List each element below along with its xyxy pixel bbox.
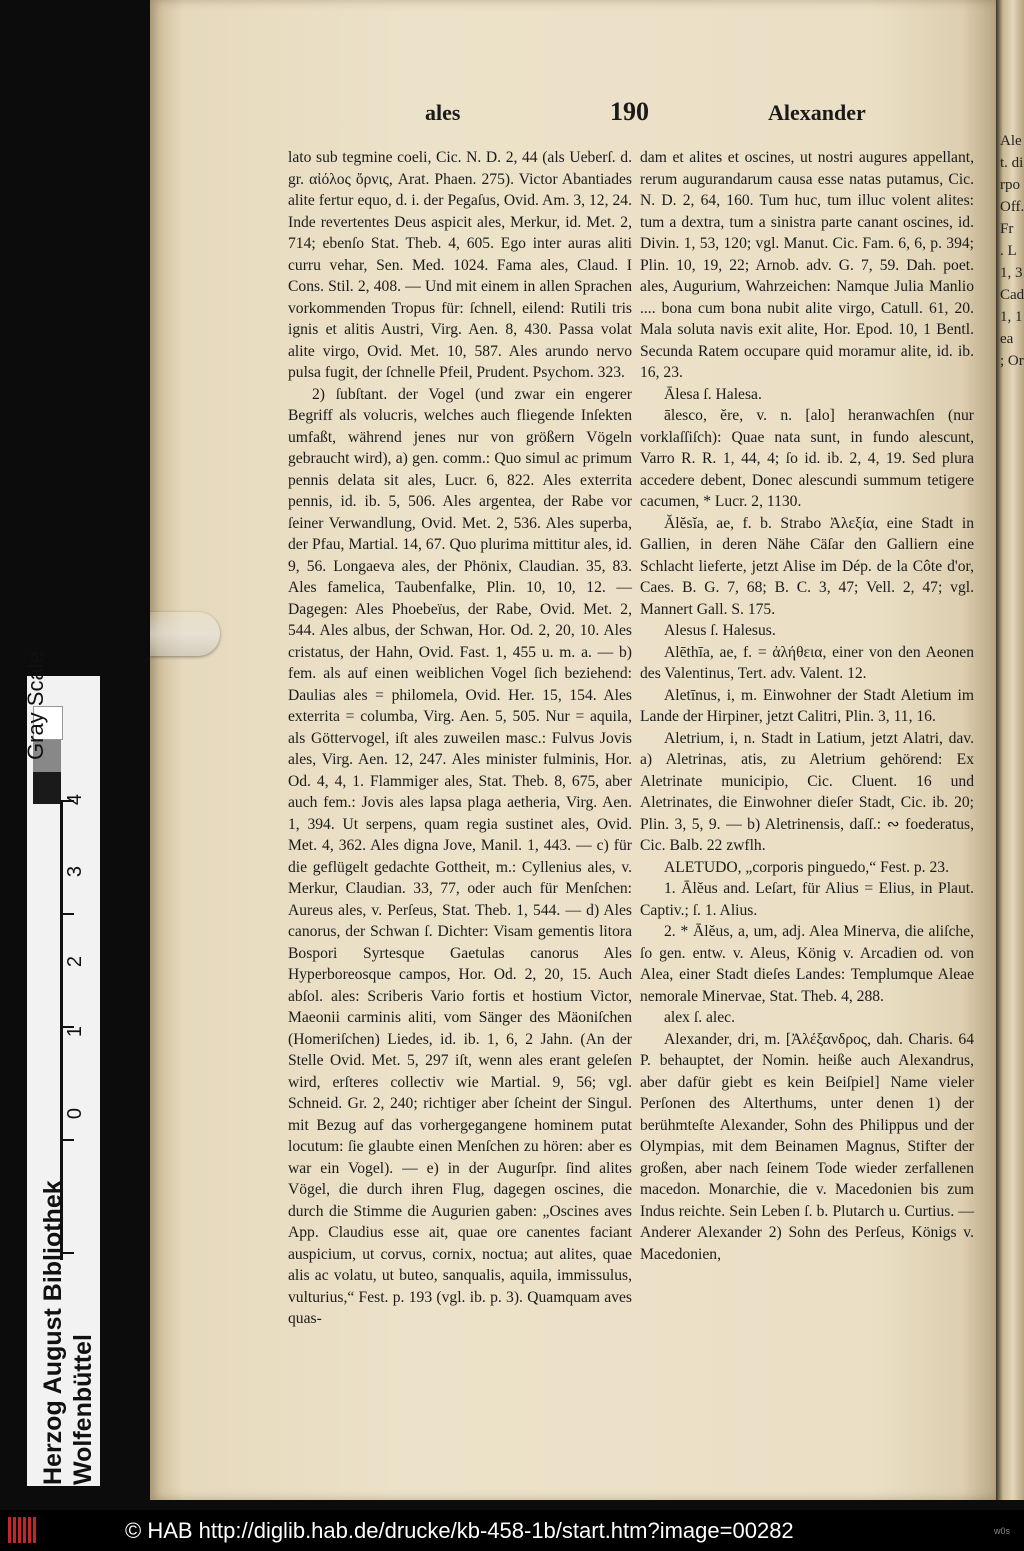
left-column (288, 147, 632, 1330)
page-number: 190 (610, 97, 649, 126)
hab-logo-icon (8, 1517, 38, 1543)
next-page-edge-text: Ale t. di rpo Off. Fr . L 1, 3 Cad 1, 1 ea ; Or (1000, 133, 1024, 369)
gray-scale-label: Gray Scale (23, 651, 48, 760)
ruler-tick (60, 1139, 74, 1141)
entry-paragraph: dam et alites et oscines, ut nostri augures appellant, rerum augurandarum causa esse natas putamus, Cic. N. D. 2, 64, 160. Tum huc, tum illuc volent alites: tum a dextra, tum a sinistra parte canant oscines, id. Divin. 1, 53, 120; vgl. Manut. Cic. Fam. 6, 6, p. 394; Plin. 10, 19, 22; Arnob. adv. G. 7, 59. Dah. poet. ales, Augurium, Wahrzeichen: Namque Julia Manlio .... bona cum bona nubit alite virgo, Catull. 61, 20. Mala soluta navis exit alite, Hor. Epod. 10, 1 Bentl. Secunda Ratem occupare quid moramur alite, id. ib. 16, 23. (640, 149, 974, 381)
dictionary-entry: Alesus ſ. Halesus. (664, 622, 776, 639)
entry-paragraph: 2) ſubſtant. der Vogel (und zwar ein engerer Begriff als volucris, welches auch fliegende Inſekten umfaßt, während jenes nur von größern Vögeln gebraucht wird), a) gen. comm.: Quo simul ac primum pennis delata sit ales, Lucr. 6, 822. Ales exterrita pennis, id. ib. 5, 506. Ales argentea, der Rabe vor ſeiner Verwandlung, Ovid. Met. 2, 536. Ales superba, der Pfau, Martial. 14, 67. Quo plurima mittitur ales, id. 9, 56. Longaeva ales, der Phönix, Claudian. 35, 83. Ales famelica, Taubenfalke, Plin. 10, 10, 12. — Dagegen: Ales Phoebeïus, der Rabe, Ovid. Met. 2, 544. Ales albus, der Schwan, Hor. Od. 2, 20, 10. Ales cristatus, der Hahn, Ovid. Fast. 1, 455 u. m. a. — b) fem. als auf einen weiblichen Vogel ſich beziehend: Daulias ales = philomela, Ovid. Her. 15, 154. Ales exterrita = columba, Virg. Aen. 5, 505. Nur = aquila, als Göttervogel, iſt ales zuweilen masc.: Fulvus Jovis ales, Virg. Aen. 12, 247. Ales minister fulminis, Hor. Od. 4, 4, 1. Flammiger ales, Stat. Theb. 8, 675, aber auch fem.: Jovis ales lapsa plaga aetheria, Virg. Aen. 1, 394. Ut serpens, quam regia sustinet ales, Ovid. Met. 4, 362. Ales digna Jove, Manil. 1, 443. — c) für die geflügelt gedachte Gottheit, m.: Cyllenius ales, v. Merkur, Claudian. 33, 77, oder auch für Menſchen: Aureus ales, v. Perſeus, Stat. Theb. 1, 544. — d) Ales canorus, der Schwan ſ. Dichter: Visam gementis litora Bospori Syrtesque Gaetulas canorus Ales Hyperboreosque campos, Hor. Od. 2, 20, 15. Auch abſol. ales: Scriberis Vario fortis et hostium Victor, Maeonii carminis aliti, vom Sänger des Mäoniſchen (Homeriſchen) Liedes, id. ib. 1, 6, 2 Jahn. (An der Stelle Ovid. Met. 5, 297 iſt, wenn ales erant geleſen wird, erſteres collectiv wie Martial. 9, 56; vgl. Schneid. Gr. 2, 240; richtiger aber ſcheint der Singul. mit Bezug auf das vorhergegangene hominem putat locutum: ſie glaubte einen Menſchen zu hören: aber es war ein Vogel). — e) in der Augurſpr. ſind alites Vögel, die durch ihren Flug, dagegen oscines, die durch die Stimme die Augurien gaben: „Oscines aves App. Claudius esse ait, quae ore canentes faciant auspicium, ut corvus, cornix, noctua; aut alites, quae alis ac volatu, ut buteo, sanqualis, aquila, immissulus, vulturius,“ Fest. p. 193 (vgl. ib. p. 3). Quamquam aves quas- (288, 385, 632, 1327)
running-head-left: ales (425, 100, 461, 125)
dictionary-entry: Ălĕsĭa, ae, f. b. Strabo Ἀλεξία, eine Stadt in Gallien, in deren Nähe Cäſar den Galliern eine Schlacht lieferte, jetzt Alise im Dép. de la Côte d'or, Caes. B. G. 7, 68; B. C. 3, 47; Vell. 2, 47; vgl. Mannert Gall. S. 175. (640, 514, 974, 618)
ruler-number: 0 (64, 1107, 87, 1120)
ruler-tick (60, 913, 74, 915)
ruler-number: 2 (64, 955, 87, 968)
dictionary-entry: alex ſ. alec. (664, 1009, 735, 1026)
bookmark-ribbon (150, 612, 220, 656)
dictionary-entry: Aletrium, i, n. Stadt in Latium, jetzt Alatri, dav. a) Aletrinas, atis, zu Aletrium gehörend: Ex Aletrinate municipio, Cic. Cluent. 16 und Aletrinates, die Einwohner dieſer Stadt, Cic. ib. 20; Plin. 3, 5, 9. — b) Aletrinensis, daſſ.: ∾ foederatus, Cic. Balb. 22 zwflh. (640, 729, 974, 854)
running-head-right: Alexander (768, 100, 866, 125)
dictionary-entry: 1. Ālĕus and. Leſart, für Alius = Elius, in Plaut. Captiv.; ſ. 1. Alius. (640, 880, 974, 919)
entry-paragraph: lato sub tegmine coeli, Cic. N. D. 2, 44 (als Ueberſ. d. gr. αἰόλος ὄρνις, Arat. Phaen. 275). Victor Abantiades alite fertur equo, d. i. der Pegaſus, Ovid. Am. 3, 12, 24. Inde revertentes Deus aspicit ales, Merkur, id. Met. 2, 714; ebenſo Stat. Theb. 4, 605. Ego inter auras aliti curru vehar, Sen. Med. 1024. Fama ales, Claud. I Cons. Stil. 2, 408. — Und mit einem in allen Sprachen vorkommenden Tropus für: ſchnell, eilend: Rutili tris ignis et alitis Austri, Virg. Aen. 8, 430. Passa volat alite virgo, Ovid. Met. 10, 587. Ales arundo nervo pulsa fugit, der ſchnelle Pfeil, Prudent. Psychom. 323. (288, 149, 632, 381)
dictionary-entry: Aletīnus, i, m. Einwohner der Stadt Aletium im Lande der Hirpiner, jetzt Calitri, Plin. 3, 11, 16. (640, 686, 974, 725)
ruler-number: 4 (64, 793, 87, 806)
ruler-number: 3 (64, 865, 87, 878)
dictionary-entry: ALETUDO, „corporis pinguedo,“ Fest. p. 23. (664, 858, 949, 876)
dictionary-entry: 2. * Ālĕus, a, um, adj. Alea Minerva, die aliſche, ſo gen. entw. v. Aleus, König v. Arcadien od. von Alea, einer Stadt dieſes Landes: Templumque Aleae nemorale Minervae, Stat. Theb. 4, 288. (640, 923, 974, 1005)
dictionary-entry: Alēthīa, ae, f. = ἀλήθεια, einer von den Aeonen des Valentinus, Tert. adv. Valent. 12. (640, 643, 974, 682)
ruler-number: 1 (64, 1025, 87, 1038)
institution-label: Herzog August Bibliothek Wolfenbüttel (39, 1180, 97, 1485)
dictionary-entry: Alexander, dri, m. [Ἀλέξανδρος, dah. Charis. 64 P. behauptet, der Nomin. heiße auch Alexandrus, aber dafür giebt es kein Beiſpiel] Name vieler Perſonen des Alterthums, unter denen 1) der berühmteſte Alexander, Sohn des Philippus und der Olympias, mit dem Beinamen Magnus, Stifter der großen, aber nach ſeinem Tode wieder zerfallenen macedon. Monarchie, die v. Macedonien bis zum Indus reichte. Sein Leben ſ. b. Plutarch u. Curtius. — Anderer Alexander 2) Sohn des Perſeus, Königs v. Macedonien, (640, 1030, 974, 1263)
dictionary-entry: Ālesa ſ. Halesa. (664, 385, 762, 403)
right-column (640, 147, 974, 1265)
footer-mark: w0s (994, 1526, 1011, 1536)
dictionary-entry: ālesco, ĕre, v. n. [alo] heranwachſen (nur vorklaſſiſch): Quae nata sunt, in fundo alescunt, Varro R. R. 1, 44, 4; ſo id. ib. 2, 4, 19. Sed plura accedere debent, Donec alescundi summum tetigere cacumen, * Lucr. 2, 1130. (640, 407, 974, 510)
black-patch (33, 772, 61, 804)
copyright-url[interactable]: © HAB http://diglib.hab.de/drucke/kb-458-1b/start.htm?image=00282 (125, 1518, 794, 1543)
